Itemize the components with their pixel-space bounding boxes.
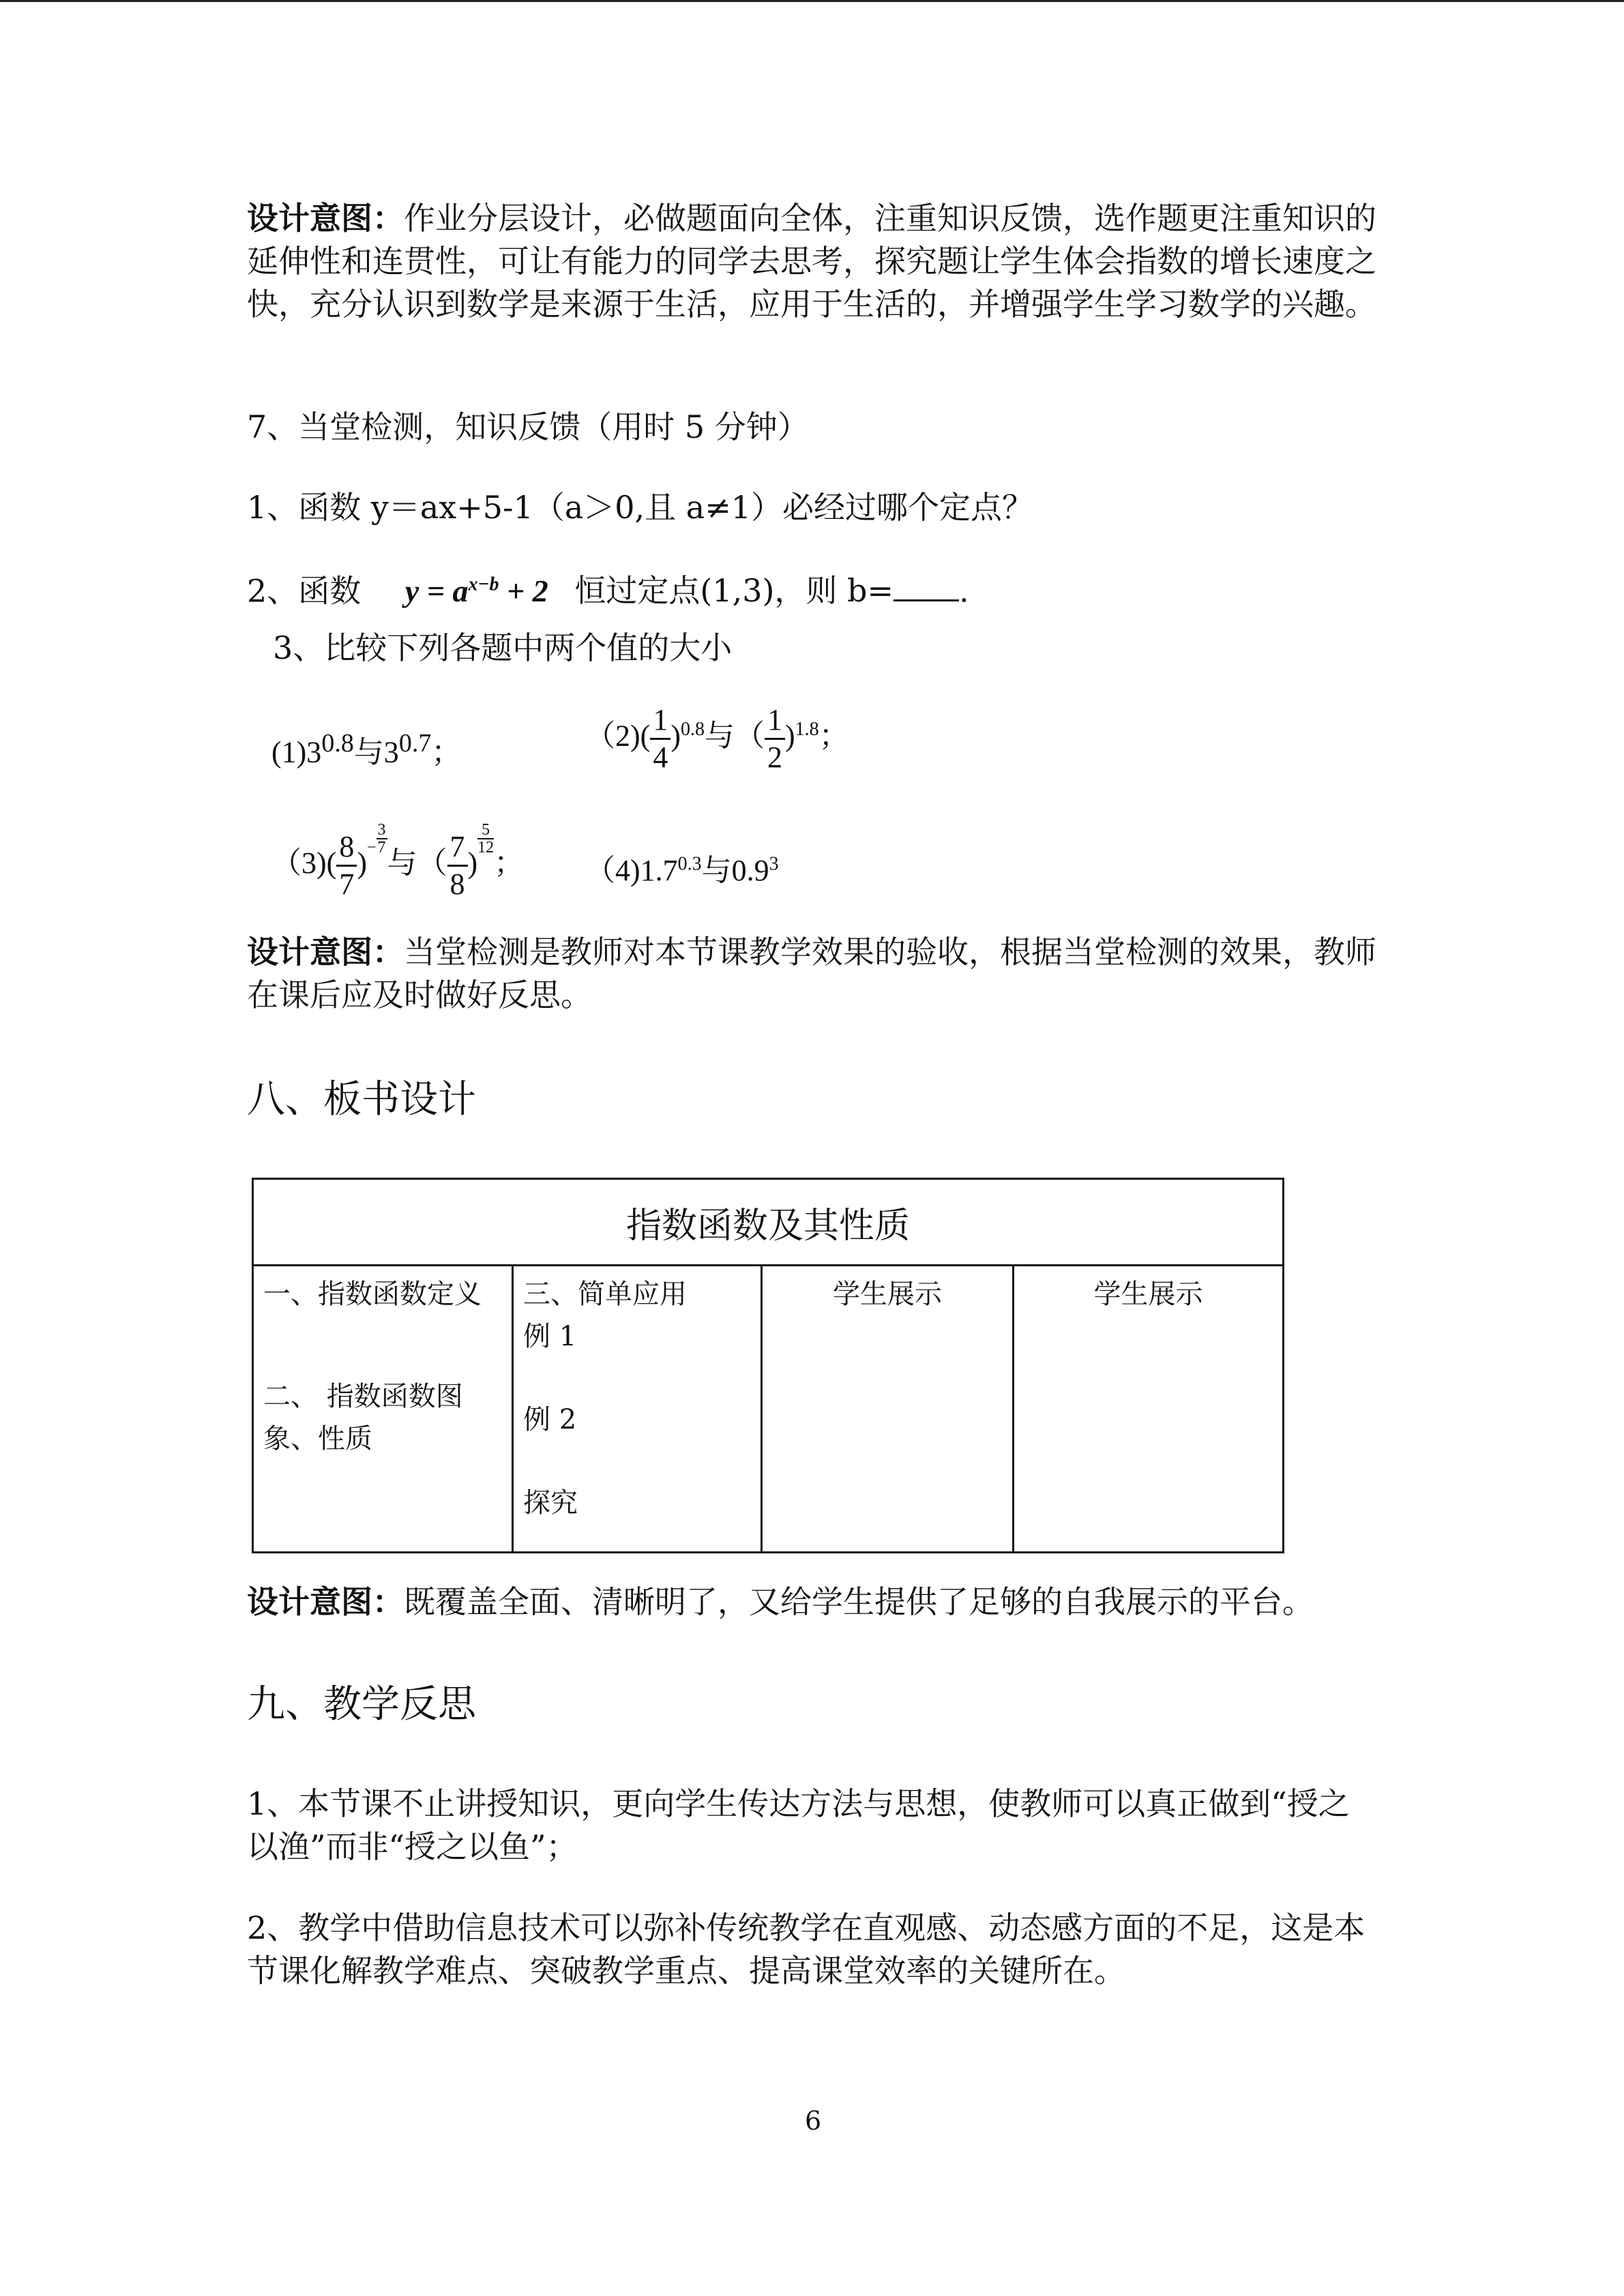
section-9-heading: 九、教学反思 bbox=[247, 1682, 476, 1727]
question-3: 3、比较下列各题中两个值的大小 bbox=[273, 629, 733, 666]
c3-exp-sign: − bbox=[366, 839, 377, 856]
comparison-2: （2)( $\frac{1}{4}$ )$^{0.8}$与（ $\frac{1}{2}$ )$^{1.8}$； bbox=[585, 703, 849, 774]
reflection-2: 2、教学中借助信息技术可以弥补传统教学在直观感、动态感方面的不足，这是本节课化解教学难点、突破教学重点、提高课堂效率的关键所在。 bbox=[247, 1909, 1365, 1989]
design-intent-text-3: 既覆盖全面、清晰明了，又给学生提供了足够的自我展示的平台。 bbox=[404, 1583, 1314, 1620]
c2-label: （2)( bbox=[585, 719, 651, 753]
comparison-1 bbox=[271, 702, 461, 794]
c3-den2: 8 bbox=[449, 867, 465, 901]
c4-label: （4)1.7 bbox=[585, 854, 678, 887]
c2-exp2: 1.8 bbox=[795, 718, 819, 740]
design-intent-paragraph-2 bbox=[247, 931, 1379, 1017]
design-intent-text: 作业分层设计，必做题面向全体，注重知识反馈，选作题更注重知识的延伸性和连贯性，可让有能力的同学去思考，探究题让学生体会指数的增长速度之快，充分认识到数学是来源于生活，应用于生活的，并增强学生学习数学的兴趣。 bbox=[247, 200, 1376, 323]
c2-den1: 4 bbox=[653, 741, 668, 774]
design-intent-paragraph-3 bbox=[247, 1581, 1379, 1624]
c3-num2: 7 bbox=[447, 829, 468, 867]
c1-mid: 与3 bbox=[353, 735, 399, 769]
board-graph-properties-cont: 象、性质 bbox=[263, 1423, 372, 1455]
c3-den1: 7 bbox=[339, 867, 355, 901]
board-col-2 bbox=[513, 1266, 762, 1553]
c3-exp2 bbox=[477, 822, 494, 856]
c1-end: ； bbox=[431, 735, 462, 769]
page-top-border bbox=[0, 0, 1624, 2]
board-example-2: 例 2 bbox=[523, 1404, 577, 1435]
design-intent-label-3: 设计意图： bbox=[247, 1583, 404, 1620]
board-col-4: 学生展示 bbox=[1014, 1266, 1284, 1553]
c2-frac2 bbox=[765, 702, 785, 775]
board-graph-properties: 二、 指数函数图 bbox=[263, 1381, 463, 1412]
c3-exp2-den: 12 bbox=[477, 839, 494, 856]
formula-tail: + 2 bbox=[499, 573, 548, 609]
question-2 bbox=[247, 565, 969, 612]
question-2-end: . bbox=[959, 572, 969, 610]
c4-exp2: 3 bbox=[769, 853, 779, 875]
design-intent-label: 设计意图： bbox=[247, 200, 404, 237]
board-col-3: 学生展示 bbox=[762, 1266, 1014, 1553]
c2-den2: 2 bbox=[767, 741, 782, 774]
page-number: 6 bbox=[805, 2106, 822, 2136]
board-example-1: 例 1 bbox=[523, 1321, 577, 1352]
c2-num1: 1 bbox=[650, 702, 670, 740]
c3-exp2-num: 5 bbox=[477, 822, 494, 839]
board-definition: 一、指数函数定义 bbox=[263, 1279, 482, 1310]
c2-mid: 与（ bbox=[704, 719, 765, 753]
c3-exp1-den: 7 bbox=[377, 839, 386, 856]
c3-exp1 bbox=[377, 822, 387, 856]
comparison-4 bbox=[585, 846, 779, 889]
c3-frac2 bbox=[447, 829, 468, 902]
c3-mid: 与（ bbox=[387, 846, 447, 880]
section-8-heading: 八、板书设计 bbox=[247, 1077, 476, 1122]
question-2-formula bbox=[405, 573, 548, 608]
blackboard-design-table bbox=[252, 1178, 1284, 1553]
c1-exp1: 0.8 bbox=[321, 729, 354, 758]
c1-exp2: 0.7 bbox=[398, 729, 432, 758]
c2-exp1: 0.8 bbox=[680, 718, 705, 740]
c3-frac1 bbox=[336, 829, 357, 902]
board-applications: 三、简单应用 bbox=[523, 1279, 687, 1310]
design-intent-label-2: 设计意图： bbox=[247, 934, 404, 970]
reflection-1: 1、本节课不止讲授知识，更向学生传达方法与思想，使教师可以真正做到“授之以渔”而非“授之以鱼”； bbox=[247, 1785, 1350, 1865]
c3-label: （3)( bbox=[271, 846, 337, 880]
formula-exponent: x−b bbox=[468, 574, 499, 595]
question-2-suffix: 恒过定点(1,3)，则 b= bbox=[574, 572, 894, 610]
c2-frac1 bbox=[650, 702, 670, 775]
board-exploration: 探究 bbox=[523, 1487, 578, 1519]
design-intent-paragraph-1 bbox=[247, 197, 1379, 326]
answer-blank bbox=[894, 572, 959, 601]
c4-exp1: 0.3 bbox=[677, 853, 702, 875]
board-col-1 bbox=[253, 1266, 513, 1553]
question-2-prefix: 2、函数 bbox=[247, 572, 361, 610]
comparison-3: （3)( $\frac{8}{7}$ )− $\frac{3}{7}$ 与（ $\frac{7}{8}$ ) $\frac{5}{12}$ ； bbox=[271, 821, 525, 901]
question-1: 1、函数 y＝ax+5-1（a＞0,且 a≠1）必经过哪个定点？ bbox=[247, 489, 1034, 526]
c2-end: ； bbox=[818, 719, 849, 753]
c3-exp1-num: 3 bbox=[377, 821, 386, 839]
section-7-title: 7、当堂检测，知识反馈（用时 5 分钟） bbox=[247, 408, 809, 445]
c4-mid: 与0.9 bbox=[701, 854, 769, 887]
c1-label: (1)3 bbox=[271, 735, 322, 769]
design-intent-text-2: 当堂检测是教师对本节课教学效果的验收，根据当堂检测的效果，教师在课后应及时做好反思。 bbox=[247, 934, 1376, 1013]
formula-base: y = a bbox=[404, 573, 469, 609]
c2-num2: 1 bbox=[765, 702, 785, 740]
board-title: 指数函数及其性质 bbox=[253, 1179, 1284, 1266]
c3-num1: 8 bbox=[336, 829, 357, 867]
c3-end: ； bbox=[494, 846, 525, 880]
